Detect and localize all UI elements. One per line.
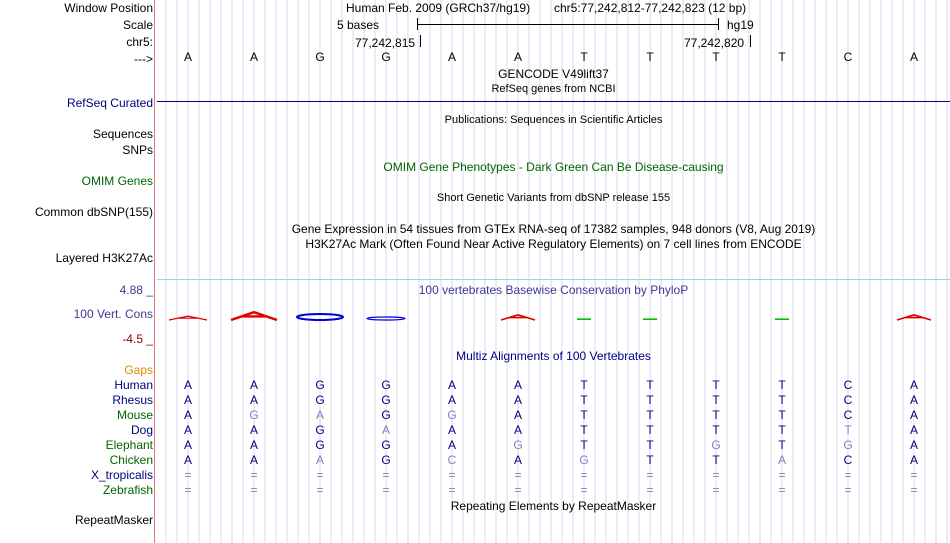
alignment-base: = (184, 483, 192, 497)
alignment-base: T (580, 408, 588, 422)
species-label[interactable]: Zebrafish (102, 483, 153, 497)
refseq-gene-line[interactable] (157, 101, 950, 102)
position-tick-1 (420, 35, 421, 47)
alignment-base: G (447, 408, 457, 422)
ruler-base: A (183, 50, 192, 64)
alignment-base: = (316, 483, 324, 497)
gtex-track-title[interactable]: Gene Expression in 54 tissues from GTEx RNA-seq of 17382 samples, 948 donors (V8, Aug 2019) (291, 222, 816, 236)
alignment-base: = (250, 483, 258, 497)
species-label[interactable]: Rhesus (112, 393, 153, 407)
alignment-base: T (580, 438, 588, 452)
species-label[interactable]: Human (114, 378, 153, 392)
phylop-max-label: 4.88 _ (119, 283, 153, 297)
scale-db: hg19 (727, 18, 754, 32)
alignment-base: = (580, 468, 588, 482)
sequences-label[interactable]: Sequences (92, 127, 153, 141)
alignment-base: T (646, 408, 654, 422)
alignment-base: A (315, 453, 324, 467)
alignment-base: A (513, 453, 522, 467)
ruler-base: G (381, 50, 391, 64)
gencode-track-title[interactable]: GENCODE V49lift37 (498, 67, 609, 81)
alignment-base: A (447, 378, 456, 392)
alignment-base: T (778, 393, 786, 407)
multiz-track-title[interactable]: Multiz Alignments of 100 Vertebrates (456, 349, 651, 363)
alignment-base: T (646, 453, 654, 467)
alignment-base: = (250, 468, 258, 482)
ruler-base: C (843, 50, 853, 64)
alignment-base: T (712, 393, 720, 407)
alignment-base: G (843, 438, 853, 452)
alignment-base: C (843, 408, 853, 422)
phylop-conservation-glyphs[interactable] (0, 300, 950, 330)
alignment-base: A (183, 423, 192, 437)
alignment-base: A (315, 408, 324, 422)
alignment-base: A (909, 423, 918, 437)
dbsnp-track-title[interactable]: Short Genetic Variants from dbSNP release 155 (436, 192, 671, 204)
alignment-base: = (844, 468, 852, 482)
alignment-base: A (447, 438, 456, 452)
scale-bar-right-tick (718, 18, 719, 30)
alignment-base: T (580, 378, 588, 392)
alignment-base: A (447, 393, 456, 407)
phylop-glyph-g (297, 314, 343, 320)
alignment-base: G (381, 453, 391, 467)
alignment-base: A (513, 408, 522, 422)
alignment-base: T (580, 423, 588, 437)
scale-text: 5 bases (337, 18, 380, 32)
alignment-base: A (183, 408, 192, 422)
ruler-base: A (447, 50, 456, 64)
chrom-label: chr5: (126, 35, 153, 49)
phylop-track-title[interactable]: 100 vertebrates Basewise Conservation by PhyloP (418, 283, 689, 297)
alignment-base: G (381, 393, 391, 407)
alignment-base: C (447, 453, 457, 467)
alignment-base: T (778, 423, 786, 437)
alignment-base: T (778, 408, 786, 422)
phylop-glyph-a (169, 316, 207, 320)
alignment-base: T (712, 423, 720, 437)
phylop-min-label: -4.5 _ (122, 332, 153, 346)
alignment-base: G (381, 378, 391, 392)
species-label[interactable]: Chicken (109, 453, 153, 467)
ruler-base: T (778, 50, 786, 64)
alignment-base: = (382, 468, 390, 482)
alignment-base: = (712, 483, 720, 497)
alignment-base: A (249, 378, 258, 392)
alignment-base: T (844, 423, 852, 437)
alignment-base: = (514, 483, 522, 497)
alignment-base: A (909, 378, 918, 392)
phylop-top-line (157, 279, 950, 280)
window-position-label: Window Position (64, 1, 153, 15)
publications-track-title[interactable]: Publications: Sequences in Scientific Articles (444, 114, 663, 126)
alignment-base: A (249, 453, 258, 467)
alignment-base: A (249, 393, 258, 407)
alignment-base: G (711, 438, 721, 452)
alignment-base: A (513, 423, 522, 437)
alignment-base: A (183, 453, 192, 467)
alignment-base: = (910, 483, 918, 497)
alignment-base: = (646, 483, 654, 497)
alignment-base: A (183, 378, 192, 392)
phylop-glyph-a (231, 312, 277, 320)
alignment-base: T (712, 408, 720, 422)
phylop-glyph-a (501, 315, 535, 320)
alignment-base: = (646, 468, 654, 482)
species-label[interactable]: Mouse (116, 408, 153, 422)
species-label[interactable]: X_tropicalis (90, 468, 153, 482)
phylop-glyph-t (775, 318, 789, 320)
alignment-base: = (580, 483, 588, 497)
alignment-base: T (646, 438, 654, 452)
label-panel-border (154, 0, 155, 543)
alignment-base: A (909, 438, 918, 452)
species-label[interactable]: Elephant (105, 438, 153, 452)
alignment-base: = (184, 468, 192, 482)
alignment-base: T (778, 378, 786, 392)
alignment-base: A (513, 393, 522, 407)
alignment-base: T (646, 378, 654, 392)
position-tick-label-2: 77,242,820 (684, 36, 745, 50)
alignment-base: = (382, 483, 390, 497)
common-dbsnp-label[interactable]: Common dbSNP(155) (34, 205, 153, 219)
window-position-text[interactable]: chr5:77,242,812-77,242,823 (12 bp) (554, 1, 747, 15)
phylop-label[interactable]: 100 Vert. Cons (73, 307, 153, 321)
alignment-base: = (316, 468, 324, 482)
scale-bar (417, 24, 719, 25)
alignment-base: G (315, 423, 325, 437)
alignment-base: T (712, 453, 720, 467)
alignment-base: A (909, 408, 918, 422)
omim-track-title[interactable]: OMIM Gene Phenotypes - Dark Green Can Be Disease-causing (383, 160, 724, 174)
omim-genes-label[interactable]: OMIM Genes (81, 174, 153, 188)
repeatmasker-track-title[interactable]: Repeating Elements by RepeatMasker (450, 499, 657, 513)
strand-label: ---> (134, 52, 153, 66)
alignment-base: T (580, 393, 588, 407)
layered-h3k27ac-label[interactable]: Layered H3K27Ac (55, 251, 153, 265)
alignment-base: A (183, 393, 192, 407)
ruler-base: T (712, 50, 720, 64)
alignment-base: = (778, 483, 786, 497)
alignment-base: A (249, 423, 258, 437)
h3k27ac-track-title[interactable]: H3K27Ac Mark (Often Found Near Active Regulatory Elements) on 7 cell lines from ENCODE (305, 237, 802, 251)
ruler-base: T (580, 50, 588, 64)
alignment-base: A (183, 438, 192, 452)
phylop-glyph-t (643, 318, 657, 320)
alignment-base: = (778, 468, 786, 482)
alignment-base: G (315, 393, 325, 407)
alignment-base: = (448, 468, 456, 482)
alignment-base: G (381, 408, 391, 422)
alignment-base: C (843, 378, 853, 392)
ruler-base: A (513, 50, 522, 64)
alignment-base: = (910, 468, 918, 482)
ruler-base: T (646, 50, 654, 64)
ruler-base: A (249, 50, 258, 64)
position-tick-label-1: 77,242,815 (355, 36, 416, 50)
alignment-base: C (843, 393, 853, 407)
alignment-base: T (646, 423, 654, 437)
alignment-base: G (513, 438, 523, 452)
refseq-curated-label[interactable]: RefSeq Curated (66, 96, 153, 110)
alignment-base: A (513, 378, 522, 392)
snps-label[interactable]: SNPs (122, 143, 153, 157)
phylop-glyph-t (577, 318, 591, 320)
alignment-base: A (249, 438, 258, 452)
alignment-base: = (448, 483, 456, 497)
alignment-base: A (909, 393, 918, 407)
phylop-glyph-a (897, 315, 931, 320)
alignment-base: G (315, 378, 325, 392)
refseq-track-title[interactable]: RefSeq genes from NCBI (491, 83, 616, 95)
alignment-base: T (778, 438, 786, 452)
alignment-base: = (844, 483, 852, 497)
alignment-base: = (712, 468, 720, 482)
alignment-base: G (381, 438, 391, 452)
gaps-label[interactable]: Gaps (124, 363, 153, 377)
ruler-base: G (315, 50, 325, 64)
alignment-base: G (579, 453, 589, 467)
alignment-base: C (843, 453, 853, 467)
repeatmasker-label[interactable]: RepeatMasker (74, 513, 153, 527)
scale-label: Scale (122, 18, 153, 32)
alignment-base: A (447, 423, 456, 437)
ruler-base: A (909, 50, 918, 64)
alignment-base: T (712, 378, 720, 392)
assembly-title: Human Feb. 2009 (GRCh37/hg19) (346, 1, 531, 15)
position-tick-2 (750, 35, 751, 47)
alignment-base: G (249, 408, 259, 422)
species-label[interactable]: Dog (130, 423, 153, 437)
alignment-base: T (646, 393, 654, 407)
phylop-glyph-g (367, 317, 405, 320)
alignment-base: A (777, 453, 786, 467)
alignment-base: A (381, 423, 390, 437)
alignment-base: G (315, 438, 325, 452)
alignment-base: A (909, 453, 918, 467)
alignment-base: = (514, 468, 522, 482)
